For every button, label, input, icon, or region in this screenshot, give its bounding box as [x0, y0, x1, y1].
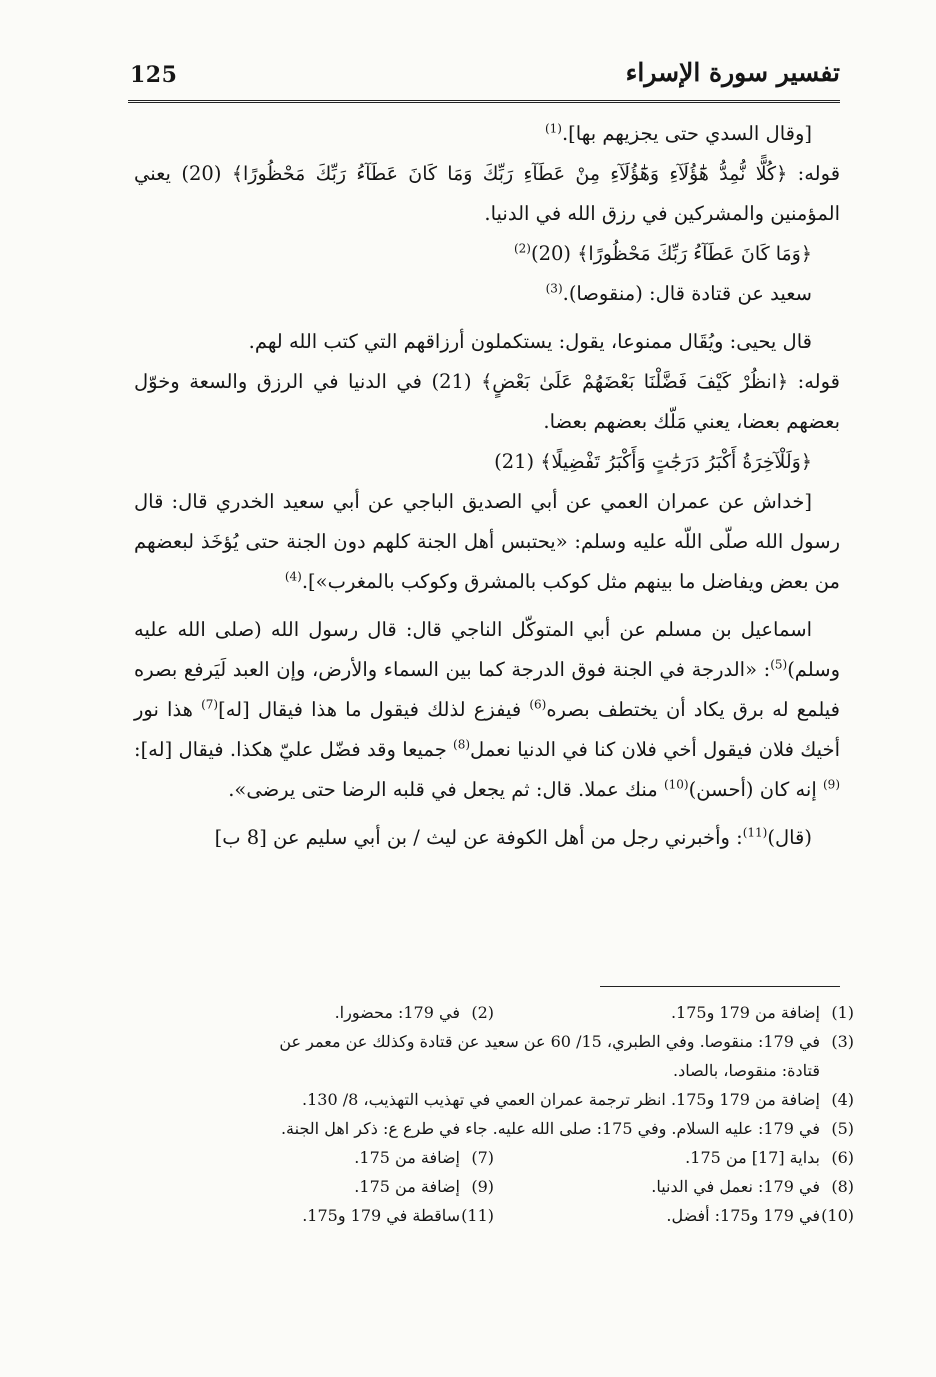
footnote-10 [494, 1201, 854, 1230]
footnote-6 [494, 1143, 854, 1172]
footnote-number: (6) [831, 1148, 854, 1167]
footnote-ref-8: (8) [453, 737, 471, 752]
text: سعيد عن قتادة قال: (منقوصا). [562, 282, 812, 305]
paragraph-qatada [134, 274, 840, 314]
footnote-separator [600, 986, 840, 987]
paragraph-kufa-report [134, 818, 840, 858]
footnote-row [134, 1201, 854, 1230]
footnote-number: (2) [471, 1003, 494, 1022]
footnote-number: (11) [461, 1206, 494, 1225]
text: جميعا وقد فضّل عليّ هكذا. فيقال [له]: [134, 738, 454, 761]
text: (20) [530, 242, 578, 265]
paragraph-verse-20 [134, 154, 840, 234]
quran-verse: ﴿انظُرْ كَيْفَ فَضَّلْنَا بَعْضَهُمْ عَلَىٰ بَعْضٍ﴾ [481, 371, 789, 393]
quran-verse: ﴿وَمَا كَانَ عَطَآءُ رَبِّكَ مَحْظُورًا﴾ [577, 243, 812, 265]
footnote-number: (8) [831, 1177, 854, 1196]
footnote-text: إضافة من 179 و175. انظر ترجمة عمران العمي في تهذيب التهذيب، 8/ 130. [302, 1090, 820, 1109]
footnote-text: إضافة من 175. [354, 1177, 460, 1196]
paragraph-ismail-hadith [134, 610, 840, 810]
footnote-ref-5: (5) [770, 657, 788, 672]
text: إنه كان (أحسن) [688, 778, 823, 801]
footnote-ref-9: (9) [822, 777, 840, 792]
footnote-ref-7: (7) [201, 697, 219, 712]
footnote-number: (10) [821, 1206, 854, 1225]
footnote-text: قتادة: منقوصا، بالصاد. [673, 1061, 820, 1080]
footnote-ref-10: (10) [663, 777, 689, 792]
quran-verse: ﴿وَلَلْآخِرَةُ أَكْبَرُ دَرَجَٰتٍ وَأَكْبَرُ تَفْضِيلًا﴾ [540, 451, 812, 473]
footnote-number: (5) [831, 1119, 854, 1138]
text: قوله: [788, 370, 841, 393]
footnote-1 [494, 998, 854, 1027]
quran-verse: ﴿كُلًّا نُّمِدُّ هَٰٓؤُلَآءِ وَهَٰٓؤُلَآءِ مِنْ عَطَآءِ رَبِّكَ وَمَا كَانَ عَطَآءُ رَبِّكَ مَحْظُورًا﴾ [231, 163, 788, 185]
footnote-8 [494, 1172, 854, 1201]
footnote-row [134, 1143, 854, 1172]
footnote-11 [134, 1201, 494, 1230]
footnotes [134, 998, 854, 1230]
running-header-title: تفسير سورة الإسراء [625, 58, 840, 87]
footnote-text: بداية [17] من 175. [685, 1148, 820, 1167]
paragraph-verse-20-partial [134, 234, 840, 274]
paragraph-verse-21 [134, 362, 840, 442]
text: قوله: [787, 162, 841, 185]
header-rule [128, 100, 840, 103]
paragraph-khidash-hadith [134, 482, 840, 602]
footnote-ref-6: (6) [529, 697, 547, 712]
text: [وقال السدي حتى يجزيهم بها]. [561, 122, 812, 145]
footnote-number: (1) [831, 1003, 854, 1022]
footnote-text: في 179: منقوصا. وفي الطبري، 15/ 60 عن سعيد عن قتادة وكذلك عن معمر عن [279, 1032, 820, 1051]
footnote-5 [134, 1114, 854, 1143]
text: هذا نور أخيك فلان فيقول أخي فلان كنا في الدنيا نعمل [134, 698, 840, 761]
text: (21) في الدنيا في الرزق والسعة وخوّل بعضهم بعضا، يعني مَلّك بعضهم بعضا. [134, 370, 840, 433]
text: فيفزع لذلك فيقول ما هذا فيقال [له] [218, 698, 530, 721]
footnote-row [134, 1172, 854, 1201]
footnote-ref-2: (2) [513, 241, 531, 256]
text: : «الدرجة في الجنة فوق الدرجة كما بين السماء والأرض، وإن العبد لَيَرفع بصره فيلمع له برق يكاد أن يختطف بصره [134, 658, 840, 721]
footnote-3 [134, 1027, 854, 1085]
text: [خداش عن عمران العمي عن أبي الصديق الباجي عن أبي سعيد الخدري قال: قال رسول الله صلّى اللّه عليه وسلم: «يحتبس أهل الجنة كلهم دون الجنة حتى يُؤخَذ لبعضهم من بعض ويفاضل ما بينهم مثل كوكب بالمشرق وكوكب بالمغرب»]. [134, 490, 840, 593]
paragraph-yahya [134, 322, 840, 362]
paragraph-suddi [134, 114, 840, 154]
footnote-text: ساقطة في 179 و175. [302, 1206, 460, 1225]
footnote-text: في 179: محضورا. [334, 1003, 460, 1022]
footnote-number: (4) [831, 1090, 854, 1109]
footnote-text: في 179: عليه السلام. وفي 175: صلى الله عليه. جاء في طرع ع: ذكر اهل الجنة. [280, 1119, 820, 1138]
footnote-ref-1: (1) [544, 121, 562, 136]
text: (قال) [767, 826, 812, 849]
text: اسماعيل بن مسلم عن أبي المتوكّل الناجي قال: قال رسول الله (صلى الله عليه وسلم) [134, 618, 840, 681]
footnote-number: (9) [471, 1177, 494, 1196]
text: (21) [494, 450, 541, 473]
text: : وأخبرني رجل من أهل الكوفة عن ليث / بن أبي سليم عن [8 ب] [214, 826, 743, 849]
footnote-ref-4: (4) [284, 569, 302, 584]
footnote-text: في 179: نعمل في الدنيا. [651, 1177, 820, 1196]
footnote-ref-11: (11) [742, 825, 768, 840]
text: (20) يعني المؤمنين والمشركين في رزق الله في الدنيا. [134, 162, 840, 225]
footnote-4 [134, 1085, 854, 1114]
paragraph-verse-21-akhira [134, 442, 840, 482]
footnote-row [134, 998, 854, 1027]
footnote-ref-3: (3) [545, 281, 563, 296]
footnote-number: (3) [831, 1032, 854, 1051]
footnote-2 [134, 998, 494, 1027]
text: منك عملا. قال: ثم يجعل في قلبه الرضا حتى يرضى». [228, 778, 664, 801]
footnote-text: إضافة من 179 و175. [670, 1003, 820, 1022]
footnote-number: (7) [471, 1148, 494, 1167]
main-text [134, 114, 840, 858]
text: قال يحيى: ويُقَال ممنوعا، يقول: يستكملون أرزاقهم التي كتب الله لهم. [248, 330, 812, 353]
page-number: 125 [130, 62, 178, 88]
footnote-text: في 179 و175: أفضل. [666, 1206, 820, 1225]
footnote-9 [134, 1172, 494, 1201]
footnote-7 [134, 1143, 494, 1172]
footnote-text: إضافة من 175. [354, 1148, 460, 1167]
